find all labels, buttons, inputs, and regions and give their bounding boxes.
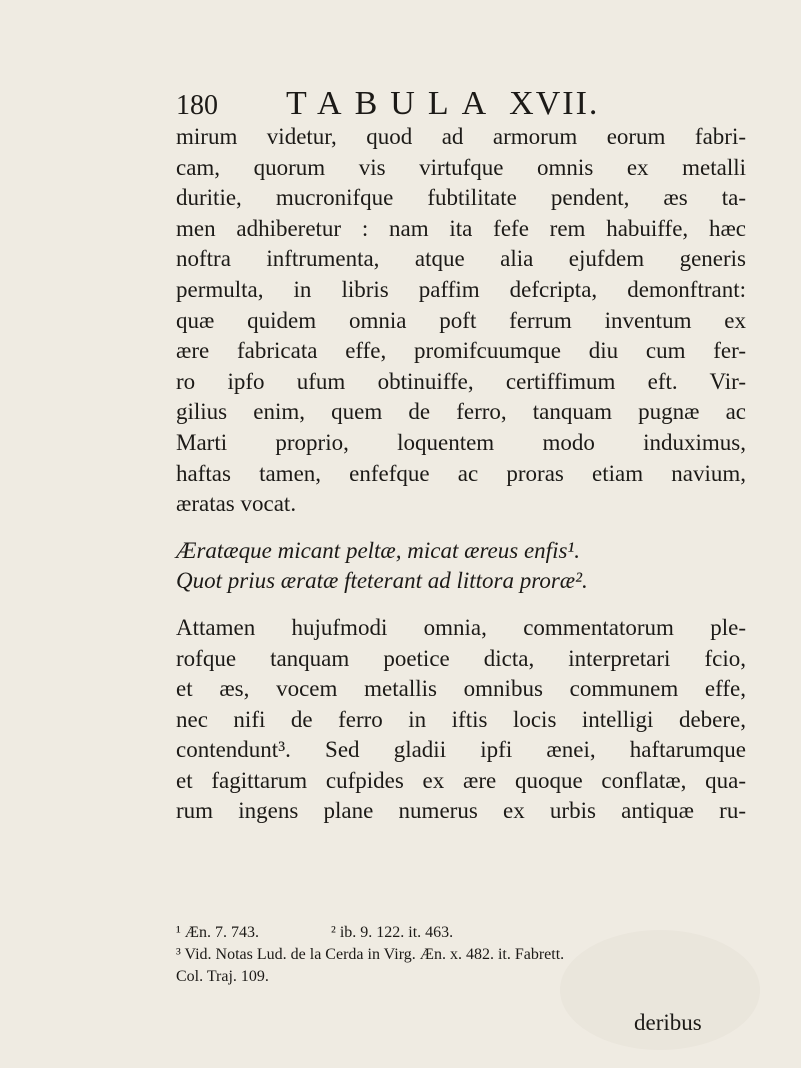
text-line: rum ingens plane numerus ex urbis antiquæ ru- [176, 798, 746, 824]
text-line: mirum videtur, quod ad armorum eorum fabri- [176, 124, 746, 149]
text-line: duritie, mucronifque fubtilitate pendent, æs ta- [176, 185, 746, 211]
text-line: ro ipfo ufum obtinuiffe, certiffimum eft. Vir- [176, 368, 746, 394]
text-line: quæ quidem omnia poft ferrum inventum ex [176, 307, 746, 333]
text-line: permulta, in libris paffim defcripta, demonftrant: [176, 276, 746, 302]
text-line: gilius enim, quem de ferro, tanquam pugnæ ac [176, 399, 746, 425]
plate-number: XVII. [509, 85, 600, 122]
paragraph-1 [176, 122, 746, 520]
paragraph-2 [176, 613, 746, 827]
text-line: nec nifi de ferro in iftis locis intelligi debere, [176, 706, 746, 732]
page-number: 180 [176, 90, 218, 121]
header-title: TABULA [286, 85, 500, 122]
footnote: ³ Vid. Notas Lud. de la Cerda in Virg. Æn. x. 482. it. Fabrett. [176, 946, 565, 963]
text-line: cam, quorum vis virtufque omnis ex metalli [176, 154, 746, 180]
verse-quotation [176, 536, 746, 597]
main-text [176, 122, 746, 827]
footnotes [176, 922, 746, 988]
footnote: ¹ Æn. 7. 743. ² ib. 9. 122. it. 463. [176, 924, 454, 941]
text-line: contendunt³. Sed gladii ipfi ænei, haftarumque [176, 737, 746, 763]
text-line: æratas vocat. [176, 491, 297, 517]
text-line: Attamen hujufmodi omnia, commentatorum ple- [176, 614, 746, 640]
text-line: noftra inftrumenta, atque alia ejufdem generis [176, 246, 746, 272]
verse-line: Quot prius æratæ fteterant ad littora proræ². [176, 568, 588, 594]
text-line: men adhiberetur : nam ita fefe rem habuiffe, hæc [176, 215, 746, 241]
text-line: rofque tanquam poetice dicta, interpretari fcio, [176, 645, 746, 671]
text-line: ære fabricata effe, promifcuumque diu cum fer- [176, 338, 746, 364]
text-line: et æs, vocem metallis omnibus communem effe, [176, 676, 746, 702]
catchword: deribus [634, 1010, 702, 1035]
text-line: et fagittarum cufpides ex ære quoque conflatæ, qua- [176, 767, 746, 793]
text-line: Marti proprio, loquentem modo induximus, [176, 429, 746, 455]
running-header [176, 84, 736, 126]
verse-line: Æratæque micant peltæ, micat æreus enfis¹. [176, 537, 581, 563]
text-line: haftas tamen, enfefque ac proras etiam navium, [176, 460, 746, 486]
footnote: Col. Traj. 109. [176, 968, 269, 985]
